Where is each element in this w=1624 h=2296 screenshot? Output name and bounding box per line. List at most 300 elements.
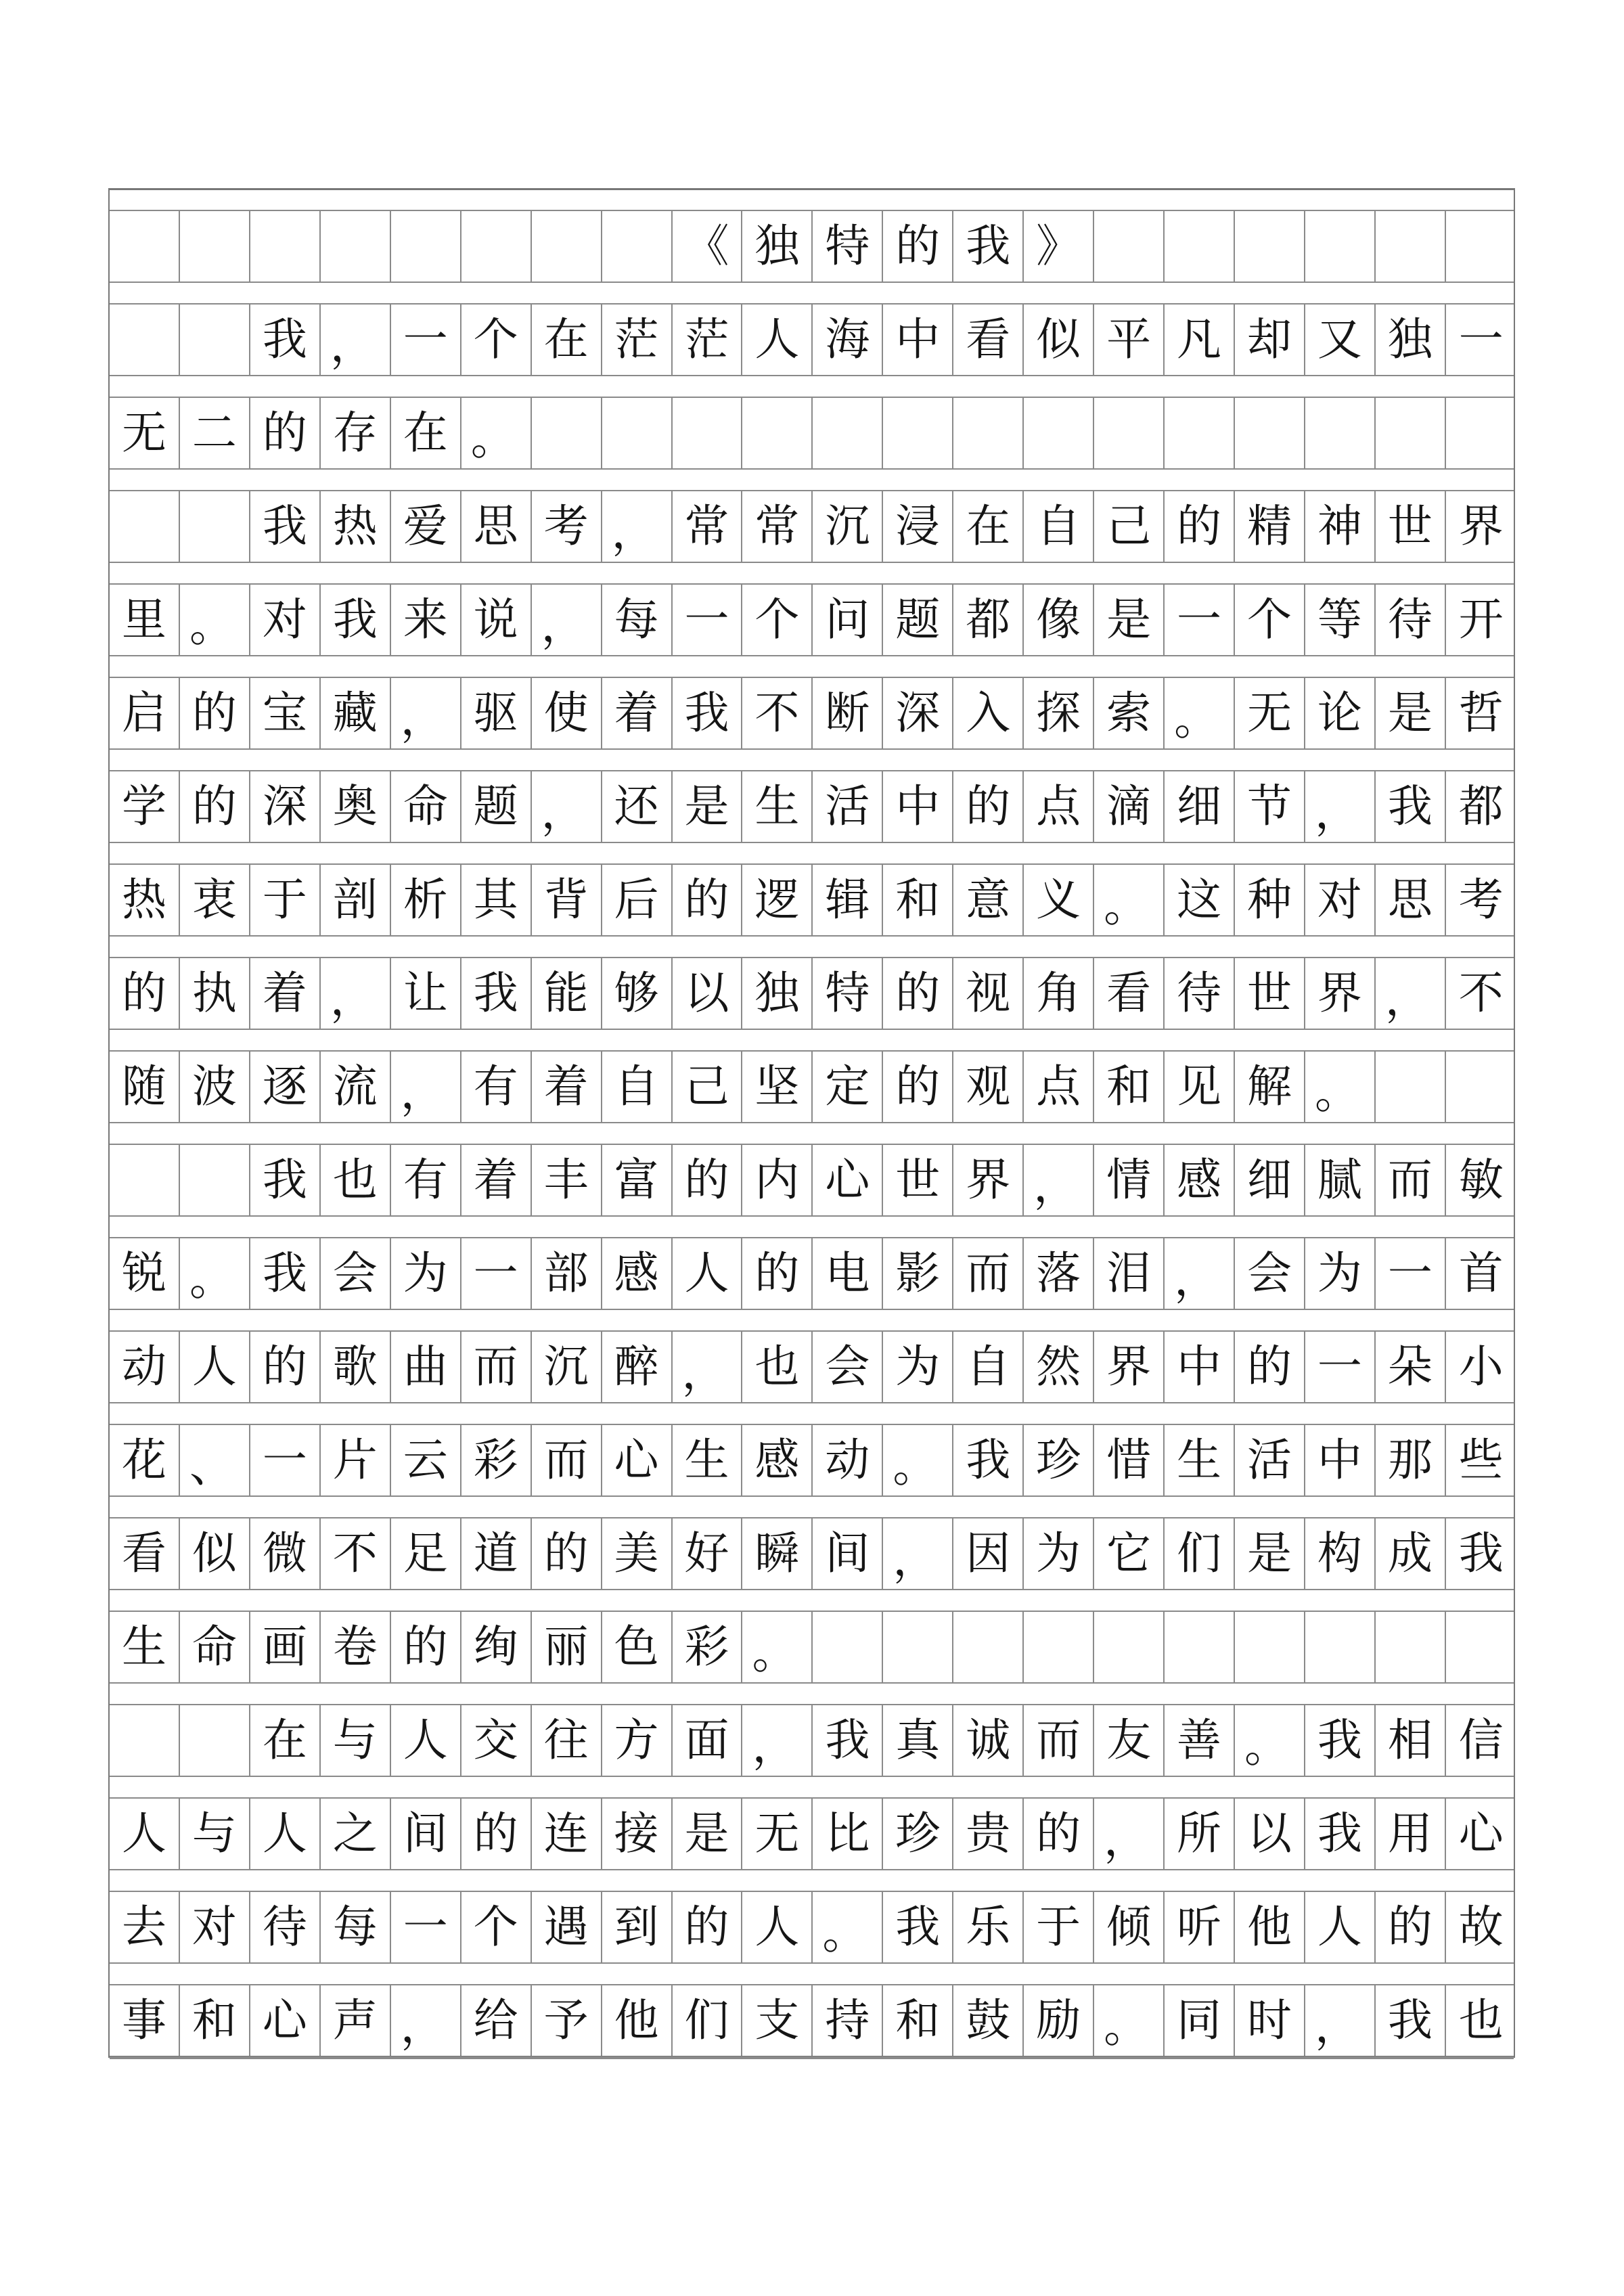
grid-cell: 的 — [1376, 1892, 1446, 1962]
grid-cell: 小 — [1458, 1341, 1504, 1393]
row-spacer — [110, 1309, 1514, 1332]
grid-cell: 倾 — [1094, 1892, 1165, 1962]
grid-cell: 着 — [461, 1145, 532, 1215]
text-row — [110, 678, 1514, 748]
grid-cell: 珍 — [883, 1799, 953, 1869]
grid-cell — [532, 211, 602, 282]
grid-cell: 待 — [1376, 585, 1446, 655]
grid-cell: 听 — [1165, 1892, 1235, 1962]
grid-cell: 都 — [1458, 780, 1504, 832]
grid-cell: 是 — [1235, 1518, 1305, 1589]
grid-cell: 滴 — [1094, 771, 1165, 842]
grid-cell — [813, 1612, 883, 1682]
grid-cell — [1305, 398, 1376, 468]
grid-cell: 。 — [1165, 678, 1235, 748]
grid-cell: 。 — [180, 585, 250, 655]
grid-cell: 首 — [1458, 1247, 1504, 1299]
grid-cell: 给 — [461, 1985, 532, 2056]
grid-cell — [180, 1705, 250, 1776]
grid-cell: 入 — [953, 678, 1024, 748]
grid-cell: 平 — [1094, 305, 1165, 375]
row-spacer — [110, 1776, 1514, 1799]
grid-cell — [110, 1145, 180, 1215]
grid-cell: 为 — [883, 1332, 953, 1402]
grid-cell: 自 — [602, 1052, 673, 1122]
text-row — [110, 1052, 1514, 1122]
grid-cell: 部 — [532, 1238, 602, 1309]
grid-cell: 、 — [180, 1425, 250, 1495]
grid-cell: 和 — [180, 1985, 250, 2056]
grid-cell: 而 — [1376, 1145, 1446, 1215]
grid-cell: 声 — [321, 1985, 391, 2056]
grid-cell: 的 — [1235, 1332, 1305, 1402]
grid-cell: 人 — [673, 1238, 743, 1309]
row-spacer — [110, 842, 1514, 865]
title-row — [110, 211, 1514, 282]
grid-cell: 以 — [673, 958, 743, 1029]
grid-cell: 独 — [742, 211, 813, 282]
grid-cell: 自 — [1024, 491, 1094, 562]
text-row — [110, 1985, 1514, 2056]
text-row — [110, 865, 1514, 935]
grid-cell: 。 — [180, 1238, 250, 1309]
grid-cell: 面 — [673, 1705, 743, 1776]
grid-cell: 。 — [1235, 1705, 1305, 1776]
grid-cell: 《 — [673, 211, 743, 282]
grid-cell: 珍 — [1024, 1425, 1094, 1495]
grid-cell: ， — [1305, 1985, 1376, 2056]
grid-cell — [742, 398, 813, 468]
grid-cell: 泪 — [1094, 1238, 1165, 1309]
grid-cell: 支 — [742, 1985, 813, 2056]
grid-cell: 接 — [602, 1799, 673, 1869]
grid-cell — [953, 1612, 1024, 1682]
grid-cell: 而 — [1024, 1705, 1094, 1776]
grid-cell: 会 — [321, 1238, 391, 1309]
grid-cell — [321, 211, 391, 282]
grid-cell: 海 — [813, 305, 883, 375]
grid-cell: 独 — [742, 958, 813, 1029]
grid-cell: 坚 — [742, 1052, 813, 1122]
row-spacer — [110, 1215, 1514, 1238]
grid-cell: 探 — [1024, 678, 1094, 748]
grid-cell: 为 — [1024, 1518, 1094, 1589]
grid-cell: 命 — [180, 1612, 250, 1682]
row-spacer — [110, 1495, 1514, 1518]
grid-cell: 连 — [532, 1799, 602, 1869]
grid-cell: 在 — [532, 305, 602, 375]
text-row — [110, 1705, 1514, 1776]
grid-cell: 中 — [883, 305, 953, 375]
grid-cell: 个 — [461, 305, 532, 375]
grid-cell: 生 — [742, 771, 813, 842]
grid-cell: 人 — [110, 1799, 180, 1869]
grid-cell: 锐 — [110, 1238, 180, 1309]
grid-cell: 背 — [532, 865, 602, 935]
grid-cell: 富 — [602, 1145, 673, 1215]
grid-cell: 每 — [321, 1892, 391, 1962]
row-spacer — [110, 562, 1514, 585]
grid-cell: 看 — [953, 305, 1024, 375]
grid-cell: 相 — [1376, 1705, 1446, 1776]
text-row — [110, 1892, 1514, 1962]
grid-cell — [1235, 398, 1305, 468]
row-spacer — [110, 655, 1514, 678]
grid-cell: 藏 — [321, 678, 391, 748]
grid-cell: 绚 — [461, 1612, 532, 1682]
grid-cell: 对 — [180, 1892, 250, 1962]
grid-cell: 。 — [1305, 1052, 1376, 1122]
row-spacer — [110, 1682, 1514, 1705]
grid-cell: 节 — [1235, 771, 1305, 842]
grid-cell: 论 — [1305, 678, 1376, 748]
grid-cell — [1376, 211, 1446, 282]
grid-cell: 学 — [110, 771, 180, 842]
grid-cell: 生 — [110, 1612, 180, 1682]
grid-cell: 道 — [461, 1518, 532, 1589]
grid-cell: 是 — [1376, 678, 1446, 748]
grid-cell: 常 — [673, 491, 743, 562]
text-row — [110, 585, 1514, 655]
grid-cell: 析 — [391, 865, 461, 935]
grid-cell: 人 — [742, 1892, 813, 1962]
grid-cell: 每 — [602, 585, 673, 655]
grid-cell: 的 — [953, 771, 1024, 842]
grid-cell: 深 — [883, 678, 953, 748]
grid-cell: 我 — [673, 678, 743, 748]
grid-cell — [953, 398, 1024, 468]
grid-cell: 丽 — [532, 1612, 602, 1682]
grid-cell: 视 — [953, 958, 1024, 1029]
grid-cell: 于 — [1024, 1892, 1094, 1962]
grid-cell: 。 — [461, 398, 532, 468]
grid-cell: 热 — [321, 491, 391, 562]
grid-cell: 彩 — [461, 1425, 532, 1495]
essay-grid-paper — [108, 188, 1515, 2058]
grid-cell: 又 — [1305, 305, 1376, 375]
grid-cell: 于 — [250, 865, 321, 935]
grid-cell: 定 — [813, 1052, 883, 1122]
grid-cell: 也 — [742, 1332, 813, 1402]
grid-cell — [110, 211, 180, 282]
grid-cell: 够 — [602, 958, 673, 1029]
row-spacer — [110, 748, 1514, 771]
grid-cell: 会 — [1235, 1238, 1305, 1309]
grid-cell: 看 — [110, 1518, 180, 1589]
grid-cell: 能 — [532, 958, 602, 1029]
grid-cell: 个 — [742, 585, 813, 655]
grid-cell: 会 — [813, 1332, 883, 1402]
grid-cell: 持 — [813, 1985, 883, 2056]
grid-cell: 予 — [532, 1985, 602, 2056]
grid-cell: 其 — [461, 865, 532, 935]
row-spacer — [110, 468, 1514, 491]
grid-cell: 着 — [602, 678, 673, 748]
grid-cell: 似 — [180, 1518, 250, 1589]
grid-cell — [1094, 398, 1165, 468]
grid-cell: 意 — [953, 865, 1024, 935]
grid-cell: 我 — [1305, 1705, 1376, 1776]
grid-cell: 后 — [602, 865, 673, 935]
grid-cell: 辑 — [813, 865, 883, 935]
grid-cell: 界 — [1305, 958, 1376, 1029]
text-row — [110, 1425, 1514, 1495]
grid-cell — [110, 305, 180, 375]
text-row — [110, 771, 1514, 842]
grid-cell: 因 — [953, 1518, 1024, 1589]
grid-cell: 同 — [1165, 1985, 1235, 2056]
grid-cell: 心 — [813, 1145, 883, 1215]
row-spacer — [110, 1402, 1514, 1425]
grid-cell: 断 — [813, 678, 883, 748]
grid-cell: 启 — [110, 678, 180, 748]
grid-cell: 足 — [391, 1518, 461, 1589]
grid-cell: 的 — [461, 1799, 532, 1869]
grid-cell: 种 — [1235, 865, 1305, 935]
grid-cell: 间 — [813, 1518, 883, 1589]
grid-cell: 的 — [110, 958, 180, 1029]
grid-cell: 沉 — [532, 1332, 602, 1402]
grid-cell: 细 — [1165, 771, 1235, 842]
grid-cell: 朵 — [1376, 1332, 1446, 1402]
grid-cell: 在 — [953, 491, 1024, 562]
grid-cell: 对 — [1305, 865, 1376, 935]
grid-cell: 方 — [602, 1705, 673, 1776]
grid-cell: 自 — [953, 1332, 1024, 1402]
grid-cell: 题 — [461, 771, 532, 842]
grid-cell: 一 — [1458, 313, 1504, 365]
grid-cell: 的 — [532, 1518, 602, 1589]
grid-cell: 一 — [391, 305, 461, 375]
grid-cell: 使 — [532, 678, 602, 748]
grid-cell: 动 — [813, 1425, 883, 1495]
grid-cell: 》 — [1024, 211, 1094, 282]
grid-cell: 解 — [1235, 1052, 1305, 1122]
grid-cell: 人 — [1305, 1892, 1376, 1962]
text-row — [110, 398, 1514, 468]
grid-cell: 交 — [461, 1705, 532, 1776]
grid-cell: 中 — [883, 771, 953, 842]
grid-cell: 为 — [1305, 1238, 1376, 1309]
grid-cell: 去 — [110, 1892, 180, 1962]
grid-cell: 动 — [110, 1332, 180, 1402]
grid-cell: 界 — [953, 1145, 1024, 1215]
grid-cell: 看 — [1094, 958, 1165, 1029]
grid-cell: 之 — [321, 1799, 391, 1869]
grid-cell: 我 — [1376, 771, 1446, 842]
grid-cell: 一 — [250, 1425, 321, 1495]
grid-cell: 浸 — [883, 491, 953, 562]
grid-cell: 云 — [391, 1425, 461, 1495]
grid-cell: 微 — [250, 1518, 321, 1589]
grid-cell: 落 — [1024, 1238, 1094, 1309]
grid-cell: 驱 — [461, 678, 532, 748]
grid-cell: 往 — [532, 1705, 602, 1776]
grid-cell: ， — [532, 771, 602, 842]
grid-cell: 和 — [1094, 1052, 1165, 1122]
grid-cell — [1024, 398, 1094, 468]
text-row — [110, 305, 1514, 375]
grid-cell: 世 — [1235, 958, 1305, 1029]
grid-cell — [1094, 211, 1165, 282]
text-row — [110, 1145, 1514, 1215]
grid-cell: 一 — [673, 585, 743, 655]
text-row — [110, 1612, 1514, 1682]
grid-cell: 们 — [1165, 1518, 1235, 1589]
row-spacer — [110, 282, 1514, 305]
grid-cell: 好 — [673, 1518, 743, 1589]
grid-bottom-border — [110, 2056, 1514, 2058]
grid-cell: 我 — [250, 305, 321, 375]
grid-cell — [1305, 1612, 1376, 1682]
grid-cell: 遇 — [532, 1892, 602, 1962]
grid-cell: 独 — [1376, 305, 1446, 375]
grid-cell: ， — [883, 1518, 953, 1589]
grid-cell: 剖 — [321, 865, 391, 935]
grid-cell: 。 — [883, 1425, 953, 1495]
row-spacer — [110, 1962, 1514, 1985]
grid-cell: 思 — [1376, 865, 1446, 935]
grid-cell: 的 — [673, 865, 743, 935]
grid-cell: 不 — [742, 678, 813, 748]
grid-cell: 沉 — [813, 491, 883, 562]
grid-cell: 是 — [1094, 585, 1165, 655]
grid-cell: 有 — [391, 1145, 461, 1215]
grid-cell: 我 — [953, 211, 1024, 282]
grid-cell: 界 — [1458, 500, 1504, 552]
grid-cell: 故 — [1458, 1901, 1504, 1953]
text-row — [110, 1518, 1514, 1589]
row-spacer — [110, 188, 1514, 211]
grid-cell: 的 — [673, 1145, 743, 1215]
grid-cell — [1446, 1052, 1516, 1122]
grid-cell: 一 — [1376, 1238, 1446, 1309]
grid-cell: 。 — [1094, 1985, 1165, 2056]
grid-cell: ， — [321, 958, 391, 1029]
grid-cell: 人 — [250, 1799, 321, 1869]
grid-cell: 我 — [953, 1425, 1024, 1495]
grid-cell — [883, 398, 953, 468]
grid-cell: 歌 — [321, 1332, 391, 1402]
grid-cell: 世 — [1376, 491, 1446, 562]
text-row — [110, 1332, 1514, 1402]
grid-cell: 开 — [1458, 593, 1504, 646]
grid-cell: 与 — [321, 1705, 391, 1776]
grid-cell: 心 — [602, 1425, 673, 1495]
grid-cell: 片 — [321, 1425, 391, 1495]
grid-cell: 我 — [250, 491, 321, 562]
grid-cell: 我 — [813, 1705, 883, 1776]
row-spacer — [110, 1122, 1514, 1145]
grid-cell — [180, 491, 250, 562]
grid-cell: ， — [321, 305, 391, 375]
grid-cell: 生 — [673, 1425, 743, 1495]
grid-cell: 的 — [673, 1892, 743, 1962]
grid-cell: 事 — [110, 1985, 180, 2056]
grid-cell: 他 — [602, 1985, 673, 2056]
grid-cell: 是 — [673, 1799, 743, 1869]
grid-cell: 比 — [813, 1799, 883, 1869]
grid-cell: 无 — [1235, 678, 1305, 748]
grid-cell — [1094, 1612, 1165, 1682]
grid-cell: 内 — [742, 1145, 813, 1215]
grid-cell — [1024, 1612, 1094, 1682]
grid-cell: 瞬 — [742, 1518, 813, 1589]
grid-cell: 这 — [1165, 865, 1235, 935]
grid-cell: 思 — [461, 491, 532, 562]
grid-cell: 精 — [1235, 491, 1305, 562]
grid-cell: 人 — [180, 1332, 250, 1402]
grid-cell: ， — [391, 1985, 461, 2056]
grid-cell: 的 — [1165, 491, 1235, 562]
grid-cell: 无 — [742, 1799, 813, 1869]
grid-cell: ， — [1024, 1145, 1094, 1215]
grid-cell: 与 — [180, 1799, 250, 1869]
grid-cell: 我 — [250, 1145, 321, 1215]
grid-cell: 美 — [602, 1518, 673, 1589]
grid-cell: 而 — [532, 1425, 602, 1495]
grid-cell: 深 — [250, 771, 321, 842]
grid-cell: 对 — [250, 585, 321, 655]
grid-cell: 心 — [250, 1985, 321, 2056]
grid-cell: 他 — [1235, 1892, 1305, 1962]
grid-cell: 爱 — [391, 491, 461, 562]
grid-cell: 说 — [461, 585, 532, 655]
grid-cell: 不 — [1458, 967, 1504, 1019]
grid-cell: 一 — [391, 1892, 461, 1962]
grid-cell: 里 — [110, 585, 180, 655]
grid-cell: 彩 — [673, 1612, 743, 1682]
grid-cell: ， — [673, 1332, 743, 1402]
grid-cell: 色 — [602, 1612, 673, 1682]
grid-cell — [813, 398, 883, 468]
grid-cell: 我 — [250, 1238, 321, 1309]
grid-cell: ， — [1094, 1799, 1165, 1869]
grid-cell: 凡 — [1165, 305, 1235, 375]
row-spacer — [110, 1589, 1514, 1612]
grid-cell — [532, 398, 602, 468]
grid-cell: 用 — [1376, 1799, 1446, 1869]
grid-cell: 索 — [1094, 678, 1165, 748]
grid-cell: 感 — [742, 1425, 813, 1495]
grid-cell: ， — [1165, 1238, 1235, 1309]
grid-cell: 。 — [742, 1612, 813, 1682]
grid-cell: 奥 — [321, 771, 391, 842]
grid-cell: 义 — [1024, 865, 1094, 935]
grid-cell: 们 — [673, 1985, 743, 2056]
grid-cell: 以 — [1235, 1799, 1305, 1869]
grid-cell: 世 — [883, 1145, 953, 1215]
grid-cell: 心 — [1458, 1807, 1504, 1860]
grid-cell: 腻 — [1305, 1145, 1376, 1215]
grid-cell: 的 — [742, 1238, 813, 1309]
grid-cell: 哲 — [1458, 687, 1504, 739]
grid-cell: 为 — [391, 1238, 461, 1309]
grid-cell: 细 — [1235, 1145, 1305, 1215]
grid-cell — [1446, 398, 1516, 468]
grid-cell: 角 — [1024, 958, 1094, 1029]
grid-cell: 我 — [883, 1892, 953, 1962]
grid-cell: 的 — [250, 1332, 321, 1402]
grid-cell: 曲 — [391, 1332, 461, 1402]
grid-cell — [1376, 1052, 1446, 1122]
grid-cell: 敏 — [1458, 1154, 1504, 1206]
grid-cell: 考 — [1458, 874, 1504, 926]
grid-cell — [1376, 398, 1446, 468]
text-row — [110, 1238, 1514, 1309]
grid-cell: ， — [391, 1052, 461, 1122]
grid-cell: 衷 — [180, 865, 250, 935]
